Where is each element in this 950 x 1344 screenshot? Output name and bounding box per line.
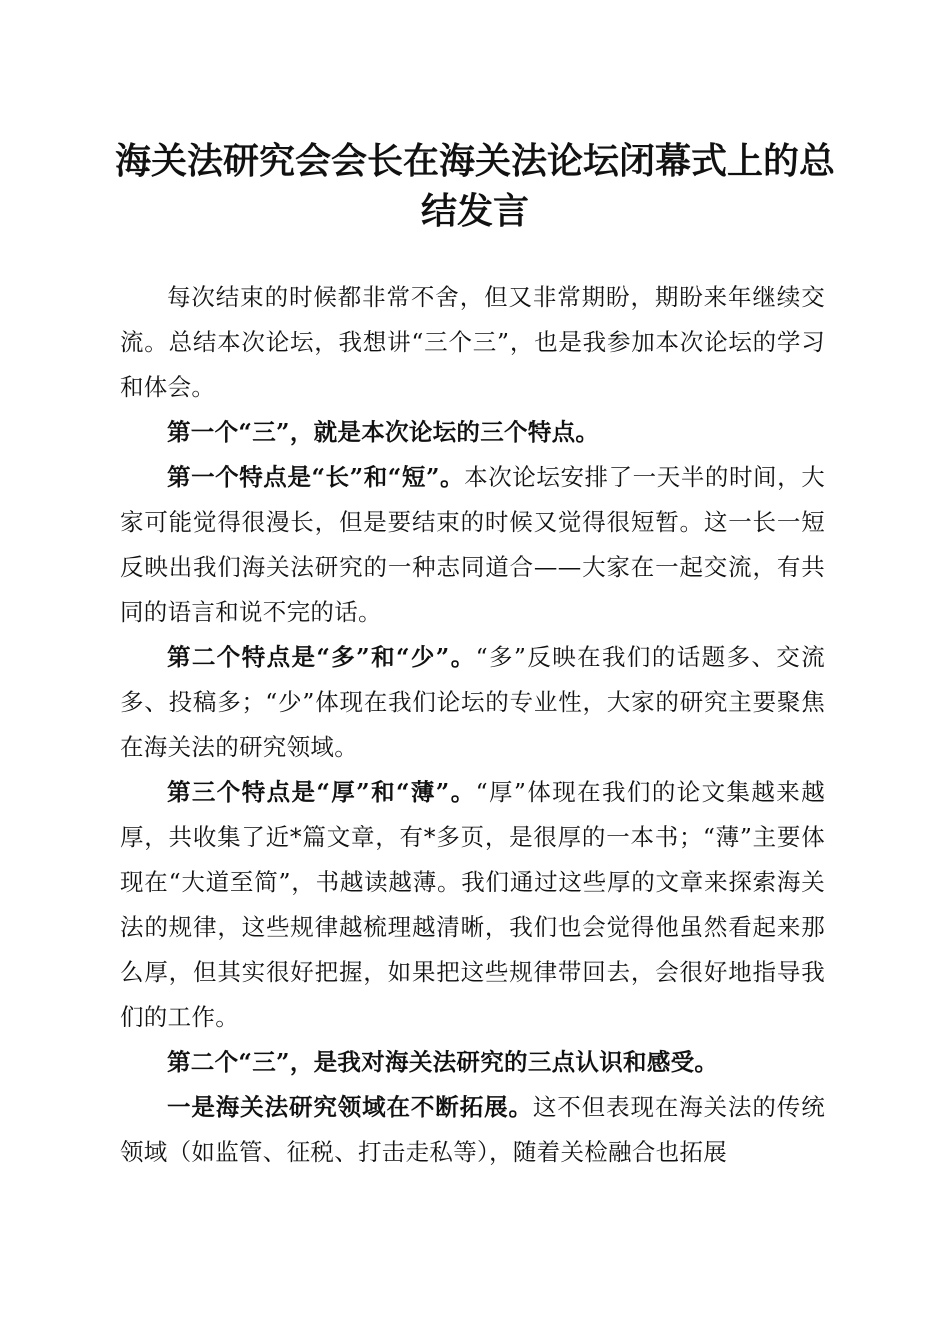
paragraph-1	[120, 275, 825, 410]
paragraph-1-text: 每次结束的时候都非常不舍，但又非常期盼，期盼来年继续交流。总结本次论坛，我想讲“三个三”，也是我参加本次论坛的学习和体会。	[120, 283, 825, 401]
paragraph-4-lead: 第二个特点是“多”和“少”。	[167, 643, 476, 671]
paragraph-4-text: “多”反映在我们的话题多、交流多、投稿多；“少”体现在我们论坛的专业性，大家的研究主要聚焦在海关法的研究领域。	[120, 643, 825, 761]
paragraph-7-text: 这不但表现在海关法的传统领域（如监管、征税、打击走私等），随着关检融合也拓展	[120, 1093, 826, 1166]
paragraph-4	[120, 635, 825, 770]
paragraph-2	[120, 410, 825, 455]
paragraph-3-lead: 第一个特点是“长”和“短”。	[167, 463, 465, 491]
paragraph-5-text: “厚”体现在我们的论文集越来越厚，共收集了近*篇文章，有*多页，是很厚的一本书；“薄”主要体现在“大道至简”，书越读越薄。我们通过这些厚的文章来探索海关法的规律，这些规律越梳理越清晰，我们也会觉得他虽然看起来那么厚，但其实很好把握，如果把这些规律带回去，会很好地指导我们的工作。	[120, 778, 825, 1031]
paragraph-7	[120, 1085, 825, 1175]
paragraph-5	[120, 770, 825, 1040]
paragraph-2-lead: 第一个“三”，就是本次论坛的三个特点。	[167, 418, 600, 446]
paragraph-7-lead: 一是海关法研究领域在不断拓展。	[167, 1093, 533, 1121]
paragraph-5-lead: 第三个特点是“厚”和“薄”。	[167, 778, 476, 806]
paragraph-3-text: 本次论坛安排了一天半的时间，大家可能觉得很漫长，但是要结束的时候又觉得很短暂。这一长一短反映出我们海关法研究的一种志同道合——大家在一起交流，有共同的语言和说不完的话。	[120, 463, 825, 626]
paragraph-6	[120, 1040, 825, 1085]
document-title: 海关法研究会会长在海关法论坛闭幕式上的总结发言	[114, 140, 835, 232]
paragraph-3	[120, 455, 825, 635]
paragraph-6-lead: 第二个“三”，是我对海关法研究的三点认识和感受。	[167, 1048, 719, 1076]
document-body	[120, 275, 825, 1175]
